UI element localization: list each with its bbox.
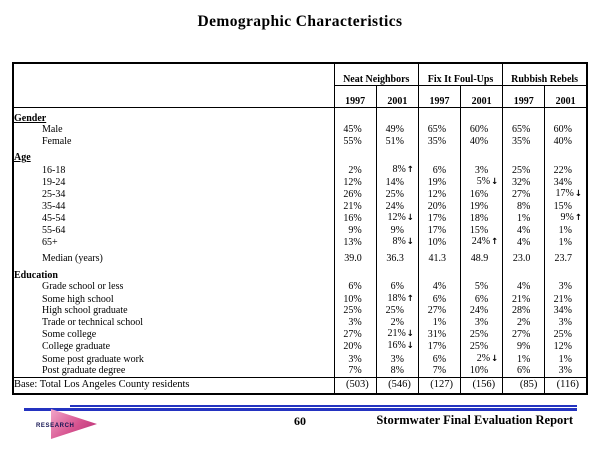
year-header: 2001 bbox=[376, 86, 418, 108]
empty-cell bbox=[418, 147, 460, 163]
data-cell: 5% bbox=[461, 281, 503, 292]
data-cell: 8%↑ bbox=[376, 164, 418, 176]
table-row bbox=[13, 281, 587, 292]
table-row bbox=[13, 164, 587, 176]
data-cell: 10% bbox=[418, 236, 460, 248]
data-cell: 2% bbox=[334, 164, 376, 176]
empty-cell bbox=[545, 265, 587, 281]
data-cell: 25% bbox=[334, 305, 376, 316]
data-cell: 6% bbox=[503, 365, 545, 377]
data-cell: 19% bbox=[418, 176, 460, 188]
base-cell: (156) bbox=[461, 377, 503, 394]
data-cell: 1% bbox=[503, 212, 545, 224]
data-cell: 48.9 bbox=[461, 248, 503, 264]
down-arrow-icon: ↓ bbox=[406, 328, 414, 339]
data-cell: 55% bbox=[334, 136, 376, 147]
data-cell: 28% bbox=[503, 305, 545, 316]
data-cell: 1% bbox=[503, 353, 545, 365]
table-row bbox=[13, 201, 587, 212]
row-label: College graduate bbox=[42, 341, 111, 353]
data-cell: 31% bbox=[418, 328, 460, 340]
empty-cell bbox=[334, 147, 376, 163]
row-label: Some college bbox=[42, 328, 97, 340]
data-cell: 10% bbox=[461, 365, 503, 377]
data-cell: 45% bbox=[334, 124, 376, 135]
table-row bbox=[13, 365, 587, 377]
empty-cell bbox=[334, 108, 376, 125]
data-cell: 2% bbox=[376, 317, 418, 328]
year-header: 1997 bbox=[503, 86, 545, 108]
data-cell: 49% bbox=[376, 124, 418, 135]
row-label: 25-34 bbox=[42, 189, 66, 201]
row-label: Some post graduate work bbox=[42, 353, 144, 365]
data-cell: 60% bbox=[461, 124, 503, 135]
report-title: Stormwater Final Evaluation Report bbox=[376, 413, 573, 427]
data-cell: 3% bbox=[461, 317, 503, 328]
up-arrow-icon: ↑ bbox=[406, 293, 414, 304]
data-cell: 9% bbox=[503, 340, 545, 352]
table-row bbox=[13, 340, 587, 352]
data-cell: 6% bbox=[461, 293, 503, 305]
page-number: 60 bbox=[294, 414, 306, 428]
data-cell: 34% bbox=[545, 176, 587, 188]
data-cell: 16% bbox=[461, 188, 503, 200]
data-cell: 21% bbox=[545, 293, 587, 305]
data-cell: 4% bbox=[418, 281, 460, 292]
data-cell: 6% bbox=[418, 164, 460, 176]
column-group-neat-neighbors: Neat Neighbors bbox=[334, 63, 418, 86]
data-cell: 16% bbox=[334, 212, 376, 224]
data-cell: 27% bbox=[503, 188, 545, 200]
data-cell: 25% bbox=[545, 328, 587, 340]
column-group-rubbish-rebels: Rubbish Rebels bbox=[503, 63, 587, 86]
table-row bbox=[13, 317, 587, 328]
row-label: Some high school bbox=[42, 293, 114, 305]
section-heading-label: Age bbox=[14, 152, 31, 164]
row-label: 65+ bbox=[42, 237, 58, 249]
data-cell: 8% bbox=[376, 365, 418, 377]
data-cell: 13% bbox=[334, 236, 376, 248]
empty-cell bbox=[503, 265, 545, 281]
table-row bbox=[13, 124, 587, 135]
down-arrow-icon: ↓ bbox=[406, 341, 414, 352]
data-cell: 9% bbox=[376, 225, 418, 236]
empty-cell bbox=[418, 108, 460, 125]
data-cell: 17% bbox=[418, 225, 460, 236]
year-header: 1997 bbox=[418, 86, 460, 108]
year-header: 2001 bbox=[461, 86, 503, 108]
data-cell: 6% bbox=[418, 293, 460, 305]
up-arrow-icon: ↑ bbox=[406, 164, 414, 175]
year-header: 2001 bbox=[545, 86, 587, 108]
data-cell: 24% bbox=[461, 305, 503, 316]
data-cell: 20% bbox=[334, 340, 376, 352]
data-cell: 19% bbox=[461, 201, 503, 212]
row-label: Grade school or less bbox=[42, 281, 124, 293]
empty-cell bbox=[545, 108, 587, 125]
down-arrow-icon: ↓ bbox=[406, 213, 414, 224]
empty-cell bbox=[503, 108, 545, 125]
section-heading-label: Education bbox=[14, 269, 58, 281]
data-cell: 1% bbox=[545, 236, 587, 248]
data-cell: 17% bbox=[418, 212, 460, 224]
data-cell: 8%↓ bbox=[376, 236, 418, 248]
section-heading bbox=[13, 265, 334, 281]
data-cell: 25% bbox=[376, 305, 418, 316]
empty-cell bbox=[503, 147, 545, 163]
row-label: Female bbox=[42, 135, 72, 147]
data-cell: 21% bbox=[334, 201, 376, 212]
row-label: 35-44 bbox=[42, 200, 66, 212]
base-cell: (85) bbox=[503, 377, 545, 394]
data-cell: 4% bbox=[503, 281, 545, 292]
empty-cell bbox=[418, 265, 460, 281]
empty-cell bbox=[376, 108, 418, 125]
data-cell: 27% bbox=[334, 328, 376, 340]
table-row bbox=[13, 248, 587, 264]
data-cell: 25% bbox=[503, 164, 545, 176]
empty-cell bbox=[376, 265, 418, 281]
demographics-table bbox=[12, 62, 588, 395]
data-cell: 25% bbox=[461, 328, 503, 340]
data-cell: 12% bbox=[545, 340, 587, 352]
data-cell: 17% bbox=[418, 340, 460, 352]
data-cell: 2% bbox=[503, 317, 545, 328]
row-label: 16-18 bbox=[42, 164, 66, 176]
row-label: 55-64 bbox=[42, 224, 66, 236]
data-cell: 26% bbox=[334, 188, 376, 200]
table-row bbox=[13, 176, 587, 188]
data-cell: 24%↑ bbox=[461, 236, 503, 248]
data-cell: 4% bbox=[503, 225, 545, 236]
empty-cell bbox=[461, 108, 503, 125]
data-cell: 32% bbox=[503, 176, 545, 188]
header-stub-cell bbox=[13, 63, 334, 108]
data-cell: 12% bbox=[418, 188, 460, 200]
data-cell: 7% bbox=[418, 365, 460, 377]
data-cell: 14% bbox=[376, 176, 418, 188]
table-row bbox=[13, 353, 587, 365]
data-cell: 27% bbox=[418, 305, 460, 316]
data-cell: 2%↓ bbox=[461, 353, 503, 365]
empty-cell bbox=[461, 147, 503, 163]
data-cell: 25% bbox=[461, 340, 503, 352]
data-cell: 3% bbox=[545, 317, 587, 328]
data-cell: 6% bbox=[376, 281, 418, 292]
row-label: 19-24 bbox=[42, 177, 66, 189]
section-heading bbox=[13, 108, 334, 125]
data-cell: 1% bbox=[545, 353, 587, 365]
data-cell: 15% bbox=[545, 201, 587, 212]
table-row bbox=[13, 225, 587, 236]
row-label: Trade or technical school bbox=[42, 316, 143, 328]
data-cell: 27% bbox=[503, 328, 545, 340]
data-cell: 41.3 bbox=[418, 248, 460, 264]
footer-rule-thin bbox=[70, 405, 577, 407]
empty-cell bbox=[334, 265, 376, 281]
base-cell: (127) bbox=[418, 377, 460, 394]
data-cell: 12%↓ bbox=[376, 212, 418, 224]
data-cell: 24% bbox=[376, 201, 418, 212]
empty-cell bbox=[461, 265, 503, 281]
row-label: High school graduate bbox=[42, 305, 128, 317]
base-row bbox=[13, 377, 587, 394]
up-arrow-icon: ↑ bbox=[491, 237, 499, 248]
data-cell: 8% bbox=[503, 201, 545, 212]
data-cell: 40% bbox=[545, 136, 587, 147]
data-cell: 39.0 bbox=[334, 248, 376, 264]
data-cell: 1% bbox=[418, 317, 460, 328]
table-body bbox=[13, 108, 587, 394]
data-cell: 5%↓ bbox=[461, 176, 503, 188]
page-title: Demographic Characteristics bbox=[197, 13, 403, 30]
data-cell: 3% bbox=[334, 353, 376, 365]
data-cell: 65% bbox=[418, 124, 460, 135]
base-cell: (546) bbox=[376, 377, 418, 394]
data-cell: 23.0 bbox=[503, 248, 545, 264]
base-label: Base: Total Los Angeles County residents bbox=[13, 377, 334, 394]
section-heading bbox=[13, 147, 334, 163]
base-cell: (116) bbox=[545, 377, 587, 394]
data-cell: 20% bbox=[418, 201, 460, 212]
empty-cell bbox=[376, 147, 418, 163]
data-cell: 36.3 bbox=[376, 248, 418, 264]
year-header: 1997 bbox=[334, 86, 376, 108]
table-row bbox=[13, 136, 587, 147]
data-cell: 21%↓ bbox=[376, 328, 418, 340]
data-cell: 35% bbox=[418, 136, 460, 147]
row-label: Post graduate degree bbox=[42, 365, 126, 377]
data-cell: 9% bbox=[334, 225, 376, 236]
table-row bbox=[13, 188, 587, 200]
column-group-fix-it-foul-ups: Fix It Foul-Ups bbox=[418, 63, 502, 86]
data-cell: 3% bbox=[376, 353, 418, 365]
data-cell: 35% bbox=[503, 136, 545, 147]
data-cell: 7% bbox=[334, 365, 376, 377]
data-cell: 51% bbox=[376, 136, 418, 147]
down-arrow-icon: ↓ bbox=[491, 177, 499, 188]
data-cell: 16%↓ bbox=[376, 340, 418, 352]
data-cell: 6% bbox=[418, 353, 460, 365]
row-label: Male bbox=[42, 124, 63, 136]
data-cell: 15% bbox=[461, 225, 503, 236]
data-cell: 3% bbox=[545, 281, 587, 292]
empty-cell bbox=[545, 147, 587, 163]
data-cell: 34% bbox=[545, 305, 587, 316]
table-row bbox=[13, 293, 587, 305]
logo-text: RESEARCH bbox=[36, 423, 75, 429]
down-arrow-icon: ↓ bbox=[491, 353, 499, 364]
data-cell: 12% bbox=[334, 176, 376, 188]
data-cell: 18% bbox=[461, 212, 503, 224]
data-cell: 18%↑ bbox=[376, 293, 418, 305]
data-cell: 25% bbox=[376, 188, 418, 200]
data-cell: 6% bbox=[334, 281, 376, 292]
data-cell: 40% bbox=[461, 136, 503, 147]
section-heading-label: Gender bbox=[14, 113, 47, 124]
data-cell: 23.7 bbox=[545, 248, 587, 264]
table-row bbox=[13, 328, 587, 340]
data-cell: 4% bbox=[503, 236, 545, 248]
base-cell: (503) bbox=[334, 377, 376, 394]
row-label: Median (years) bbox=[42, 253, 103, 265]
up-arrow-icon: ↑ bbox=[574, 213, 582, 224]
down-arrow-icon: ↓ bbox=[406, 237, 414, 248]
data-cell: 65% bbox=[503, 124, 545, 135]
data-cell: 3% bbox=[334, 317, 376, 328]
table-row bbox=[13, 212, 587, 224]
data-cell: 9%↑ bbox=[545, 212, 587, 224]
data-cell: 21% bbox=[503, 293, 545, 305]
table-row bbox=[13, 236, 587, 248]
data-cell: 10% bbox=[334, 293, 376, 305]
data-cell: 17%↓ bbox=[545, 188, 587, 200]
table-row bbox=[13, 305, 587, 316]
data-cell: 3% bbox=[461, 164, 503, 176]
data-cell: 1% bbox=[545, 225, 587, 236]
down-arrow-icon: ↓ bbox=[574, 189, 582, 200]
data-cell: 22% bbox=[545, 164, 587, 176]
data-cell: 3% bbox=[545, 365, 587, 377]
data-cell: 60% bbox=[545, 124, 587, 135]
row-label: 45-54 bbox=[42, 213, 66, 225]
